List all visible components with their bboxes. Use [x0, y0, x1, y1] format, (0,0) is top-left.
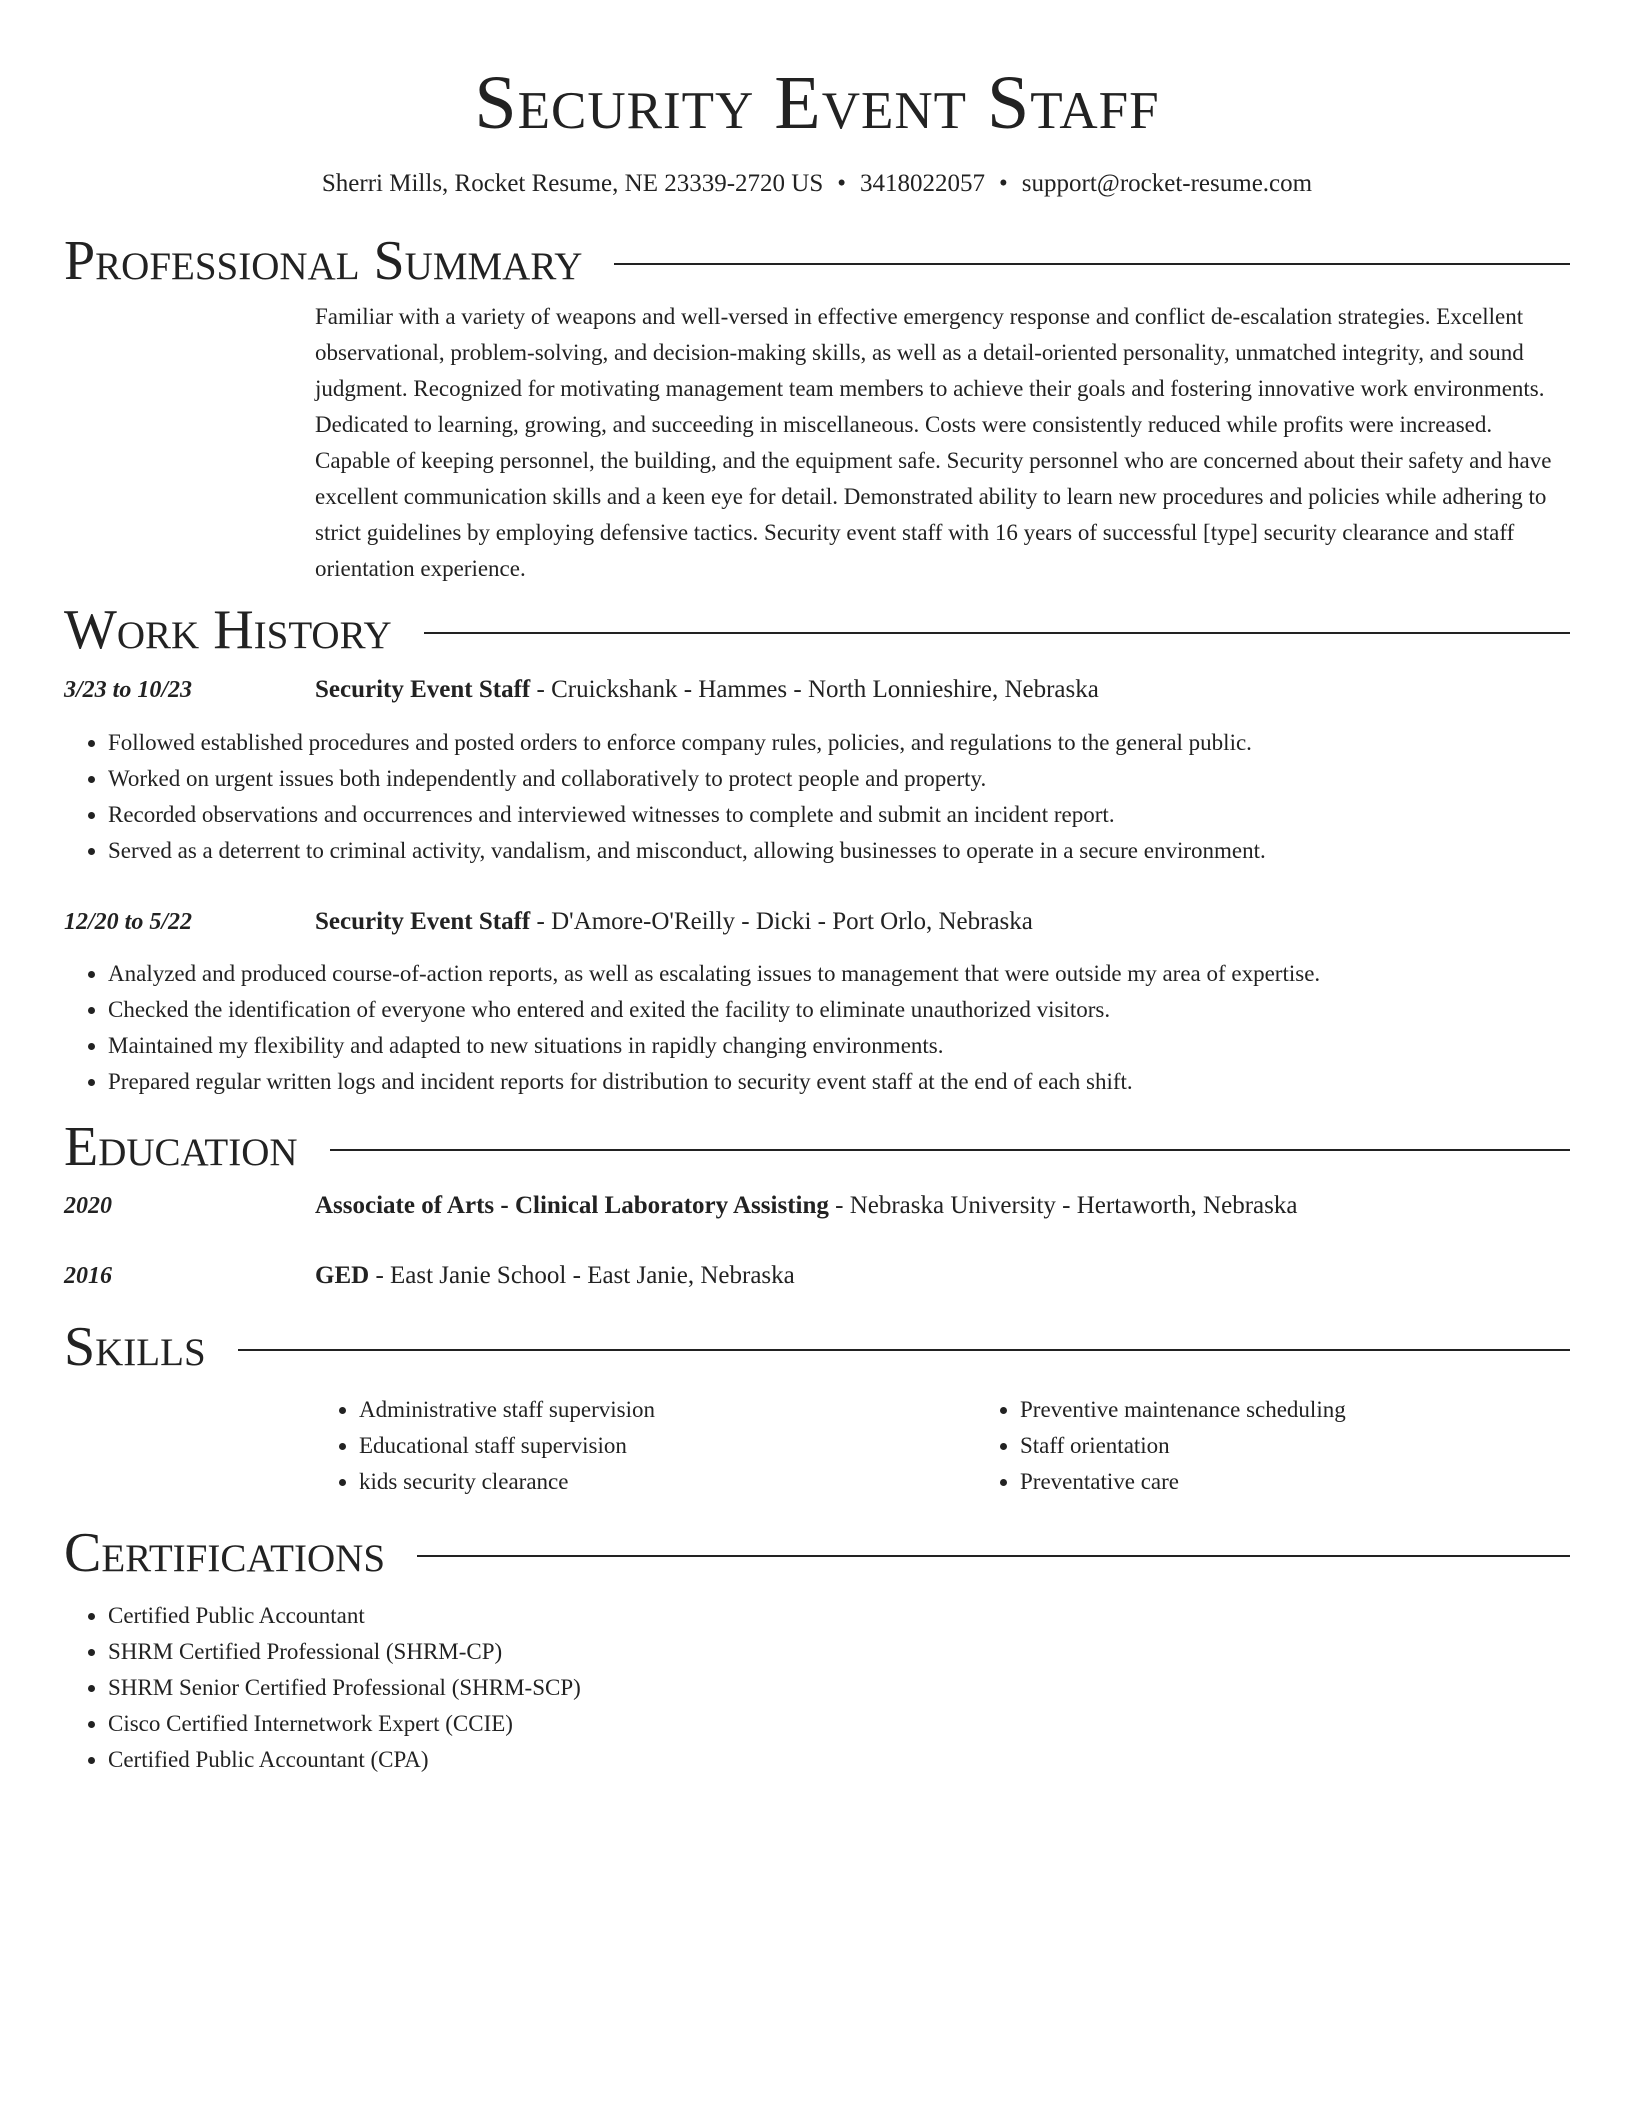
- list-item: • Certified Public Accountant (CPA): [108, 1742, 1570, 1778]
- list-item: • Maintained my flexibility and adapted to new situations in rapidly changing environments.: [108, 1028, 1570, 1064]
- work-entry-header: [64, 672, 1570, 708]
- section-title: Skills: [64, 1316, 206, 1378]
- work-position: [315, 904, 1033, 940]
- section-divider: [614, 263, 1570, 265]
- education-detail: [315, 1188, 1297, 1224]
- section-title: Education: [64, 1116, 298, 1178]
- list-item: • SHRM Certified Professional (SHRM-CP): [108, 1634, 1570, 1670]
- resume-page: [64, 0, 1570, 1778]
- education-year: 2020: [64, 1193, 112, 1219]
- school-location: - East Janie School - East Janie, Nebraska: [369, 1262, 795, 1289]
- section-work-header: [64, 597, 1570, 663]
- list-item: • Administrative staff supervision: [359, 1392, 976, 1428]
- employer-location: - D'Amore-O'Reilly - Dicki - Port Orlo, Nebraska: [530, 908, 1033, 935]
- skills-column-left: [315, 1392, 976, 1500]
- skills-column-right: [976, 1392, 1632, 1500]
- list-item: • Served as a deterrent to criminal activity, vandalism, and misconduct, allowing businesses to operate in a secure environment.: [108, 833, 1570, 869]
- list-item: • kids security clearance: [359, 1464, 976, 1500]
- education-year: 2016: [64, 1263, 112, 1289]
- list-item: • Certified Public Accountant: [108, 1598, 1570, 1634]
- section-certifications-header: [64, 1520, 1570, 1586]
- work-position: [315, 672, 1099, 708]
- work-entry: [64, 672, 1570, 869]
- work-entry-header: [64, 904, 1570, 940]
- list-item: • Worked on urgent issues both independently and collaboratively to protect people and property.: [108, 761, 1570, 797]
- education-detail: [315, 1258, 795, 1294]
- resume-name: Security Event Staff: [474, 61, 1160, 145]
- list-item: • Checked the identification of everyone who entered and exited the facility to eliminate unauthorized visitors.: [108, 992, 1570, 1028]
- section-divider: [238, 1349, 1570, 1351]
- degree: Associate of Arts - Clinical Laboratory Assisting: [315, 1192, 829, 1219]
- list-item: • Cisco Certified Internetwork Expert (CCIE): [108, 1706, 1570, 1742]
- work-entry: [64, 904, 1570, 1100]
- contact-separator: •: [837, 170, 847, 197]
- contact-phone: 3418022057: [860, 170, 986, 197]
- section-skills-header: [64, 1314, 1570, 1380]
- school-location: - Nebraska University - Hertaworth, Nebraska: [828, 1192, 1298, 1219]
- job-title: Security Event Staff: [315, 676, 531, 703]
- section-divider: [424, 632, 1570, 634]
- contact-address: Sherri Mills, Rocket Resume, NE 23339-2720 US: [321, 170, 824, 197]
- education-entry: [64, 1258, 1570, 1294]
- work-dates: 12/20 to 5/22: [64, 909, 193, 935]
- contact-separator: •: [999, 170, 1008, 197]
- section-divider: [417, 1555, 1570, 1557]
- employer-location: - Cruickshank - Hammes - North Lonnieshire, Nebraska: [530, 676, 1099, 703]
- list-item: • SHRM Senior Certified Professional (SHRM-SCP): [108, 1670, 1570, 1706]
- work-dates: 3/23 to 10/23: [64, 677, 193, 703]
- skills-list: [315, 1392, 1570, 1500]
- work-bullets: [64, 725, 1570, 869]
- job-title: Security Event Staff: [315, 908, 531, 935]
- list-item: • Preventive maintenance scheduling: [1020, 1392, 1632, 1428]
- section-education-header: [64, 1114, 1570, 1180]
- work-bullets: [64, 956, 1570, 1100]
- education-entry: [64, 1188, 1570, 1224]
- section-summary-header: [64, 228, 1570, 294]
- section-title: Work History: [64, 599, 392, 661]
- degree: GED: [315, 1262, 370, 1289]
- section-title: Professional Summary: [64, 230, 583, 292]
- list-item: • Educational staff supervision: [359, 1428, 976, 1464]
- list-item: • Prepared regular written logs and incident reports for distribution to security event staff at the end of each shift.: [108, 1064, 1570, 1100]
- certifications-list: [64, 1598, 1570, 1778]
- list-item: • Followed established procedures and posted orders to enforce company rules, policies, and regulations to the general public.: [108, 725, 1570, 761]
- contact-line: [64, 168, 1570, 200]
- list-item: • Analyzed and produced course-of-action reports, as well as escalating issues to management that were outside my area of expertise.: [108, 956, 1570, 992]
- list-item: • Staff orientation: [1020, 1428, 1632, 1464]
- list-item: • Preventative care: [1020, 1464, 1632, 1500]
- list-item: • Recorded observations and occurrences and interviewed witnesses to complete and submit an incident report.: [108, 797, 1570, 833]
- section-title: Certifications: [64, 1522, 386, 1584]
- section-divider: [330, 1149, 1570, 1151]
- summary-text: Familiar with a variety of weapons and well-versed in effective emergency response and conflict de-escalation strategies. Excellent observational, problem-solving, and decision-making skills, as well as a detail-oriented personality, unmatched integrity, and sound judgment. Recognized for motivating management team members to achieve their goals and fostering innovative work environments. Dedicated to learning, growing, and succeeding in miscellaneous. Costs were consistently reduced while profits were increased. Capable of keeping personnel, the building, and the equipment safe. Security personnel who are concerned about their safety and have excellent communication skills and a keen eye for detail. Demonstrated ability to learn new procedures and policies while adhering to strict guidelines by employing defensive tactics. Security event staff with 16 years of successful [type] security clearance and staff orientation experience.: [315, 304, 1552, 581]
- contact-email[interactable]: support@rocket-resume.com: [1021, 170, 1313, 197]
